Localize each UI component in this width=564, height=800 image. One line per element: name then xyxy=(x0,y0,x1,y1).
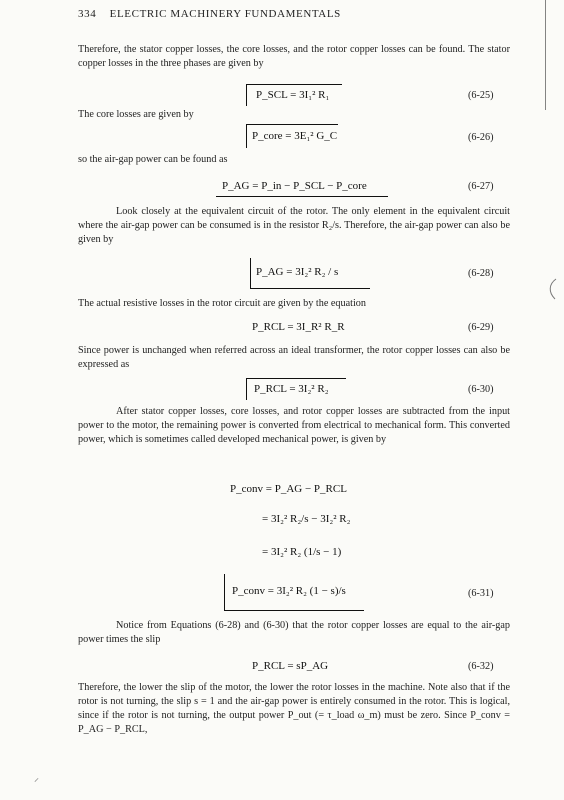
paragraph-core-losses-intro: The core losses are given by xyxy=(78,109,194,120)
equation-box-top-26 xyxy=(246,124,338,125)
equation-number-6-30: (6-30) xyxy=(468,384,494,395)
paragraph-rotor-resistive-losses: The actual resistive losses in the rotor circuit are given by the equation xyxy=(78,298,366,309)
margin-mark-curve xyxy=(546,278,560,300)
equation-box-top-30 xyxy=(246,378,346,379)
paragraph-stator-copper-intro: Therefore, the stator copper losses, the core losses, and the rotor copper losses can be found. The stator copper losses in the three phases are given by xyxy=(78,44,510,69)
equation-rotor-copper-loss-referred: P_RCL = 3I₂² R₂ xyxy=(254,383,329,395)
running-header xyxy=(78,8,341,20)
equation-box-top-25 xyxy=(246,84,342,85)
page-edge-line xyxy=(545,0,546,110)
equation-underline-28 xyxy=(250,288,370,289)
margin-tick-mark: ⸝ xyxy=(34,773,39,784)
equation-number-6-27: (6-27) xyxy=(468,181,494,192)
equation-converted-power-line1: P_conv = P_AG − P_RCL xyxy=(230,483,347,495)
equation-box-left-30 xyxy=(246,378,247,400)
equation-box-left-26 xyxy=(246,124,247,148)
equation-number-6-31: (6-31) xyxy=(468,588,494,599)
equation-core-loss: P_core = 3E₁² G_C xyxy=(252,130,338,142)
page-number: 334 xyxy=(78,8,97,20)
equation-number-6-28: (6-28) xyxy=(468,268,494,279)
equation-air-gap-power: P_AG = P_in − P_SCL − P_core xyxy=(222,180,367,192)
equation-rotor-copper-loss-actual: P_RCL = 3I_R² R_R xyxy=(252,321,345,333)
paragraph-rotor-loss-slip: Notice from Equations (6-28) and (6-30) that the rotor copper losses are equal to the air-gap power times the slip xyxy=(78,620,510,645)
equation-box-left-28 xyxy=(250,258,251,288)
paragraph-ideal-transformer: Since power is unchanged when referred across an ideal transformer, the rotor copper losses can also be expressed as xyxy=(78,345,510,370)
equation-box-left-31 xyxy=(224,574,225,610)
paragraph-slip-implications: Therefore, the lower the slip of the motor, the lower the rotor losses in the machine. Note also that if the rotor is not turning, the slip s = 1 and the air-gap power is entirely consumed in the rotor. This is logical, since if the rotor is not turning, the output power P_out (= τ_load ω_m) must be zero. Since P_conv = P_AG − P_RCL, xyxy=(78,682,510,735)
equation-box-left-25 xyxy=(246,84,247,106)
equation-converted-power-line2: = 3I₂² R₂/s − 3I₂² R₂ xyxy=(262,513,351,525)
equation-converted-power-final: P_conv = 3I₂² R₂ (1 − s)/s xyxy=(232,585,346,597)
equation-number-6-25: (6-25) xyxy=(468,90,494,101)
running-title: ELECTRIC MACHINERY FUNDAMENTALS xyxy=(109,8,341,20)
equation-underline-31 xyxy=(224,610,364,611)
equation-number-6-29: (6-29) xyxy=(468,322,494,333)
equation-underline-27 xyxy=(216,196,388,197)
equation-converted-power-line3: = 3I₂² R₂ (1/s − 1) xyxy=(262,546,342,558)
equation-number-6-32: (6-32) xyxy=(468,661,494,672)
equation-rotor-loss-slip: P_RCL = sP_AG xyxy=(252,660,329,672)
paragraph-converted-power: After stator copper losses, core losses, and rotor copper losses are subtracted from the input power to the motor, the remaining power is converted from electrical to mechanical form. This converted power, which is sometimes called developed mechanical power, is given by xyxy=(78,406,510,445)
equation-stator-copper-loss: P_SCL = 3I₁² R₁ xyxy=(256,89,330,101)
equation-air-gap-power-rotor: P_AG = 3I₂² R₂ / s xyxy=(256,266,339,278)
equation-number-6-26: (6-26) xyxy=(468,132,494,143)
paragraph-air-gap-power-intro: so the air-gap power can be found as xyxy=(78,154,228,165)
paragraph-equivalent-circuit: Look closely at the equivalent circuit of the rotor. The only element in the equivalent circuit where the air-gap power can be consumed is in the resistor R₂/s. Therefore, the air-gap power can also be given by xyxy=(78,206,510,245)
